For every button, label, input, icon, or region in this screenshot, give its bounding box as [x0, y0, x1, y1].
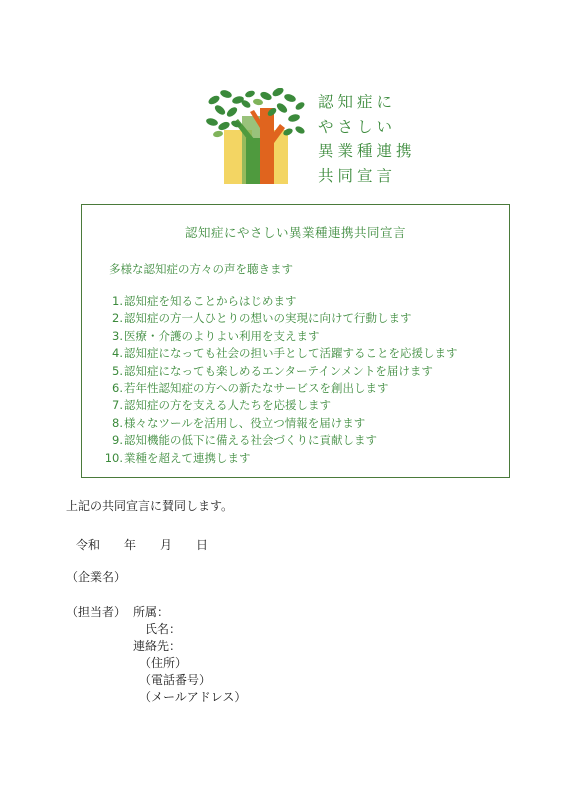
logo-wordmark: [318, 90, 416, 188]
item-text: 若年性認知症の方への新たなサービスを創出します: [124, 381, 389, 396]
logo-line: 共同宣言: [318, 166, 397, 185]
item-number: 2.: [112, 311, 123, 326]
item-text: 医療・介護のよりよい利用を支えます: [124, 328, 320, 343]
item-text: 様々なツールを活用し、役立つ情報を届けます: [124, 415, 366, 430]
company-name-label: （企業名）: [66, 570, 127, 584]
contact-person-label: （担当者）: [66, 605, 127, 619]
declaration-subtitle: 多様な認知症の方々の声を聴きます: [109, 262, 293, 276]
logo-line: やさしい: [318, 117, 397, 136]
item-number: 5.: [112, 363, 123, 378]
logo-tree-illustration: [206, 88, 306, 184]
list-item: [104, 450, 458, 467]
item-text: 認知症の方一人ひとりの想いの実現に向けて行動します: [124, 311, 412, 326]
name-label: 氏名：: [145, 622, 182, 636]
declaration-list: [104, 293, 458, 467]
contact-info-label: 連絡先：: [133, 639, 182, 653]
list-item: [104, 310, 458, 327]
logo-line: 異業種連携: [318, 142, 416, 160]
list-item: [104, 415, 458, 432]
list-item: [104, 432, 458, 449]
item-text: 認知機能の低下に備える社会づくりに貢献します: [124, 433, 377, 448]
declaration-box: [81, 204, 510, 478]
list-item: [104, 328, 458, 345]
list-item: [104, 397, 458, 414]
phone-label: （電話番号）: [139, 673, 212, 687]
logo-line: 認知症に: [318, 93, 397, 111]
item-number: 4.: [112, 346, 123, 361]
list-item: [104, 363, 458, 380]
item-text: 認知症の方を支える人たちを応援します: [124, 398, 331, 413]
item-number: 10.: [104, 450, 123, 465]
item-number: 6.: [112, 381, 123, 396]
declaration-title: 認知症にやさしい異業種連携共同宣言: [184, 225, 406, 240]
list-item: [104, 380, 458, 397]
address-label: （住所）: [139, 656, 188, 670]
email-label: （メールアドレス）: [139, 690, 247, 704]
item-number: 8.: [112, 415, 123, 430]
item-number: 7.: [112, 398, 123, 413]
list-item: [104, 345, 458, 362]
list-item: [104, 293, 458, 310]
item-text: 認知症になっても楽しめるエンターテインメントを届けます: [124, 363, 433, 378]
item-text: 認知症になっても社会の担い手として活躍することを応援します: [124, 346, 458, 361]
item-text: 認知症を知ることからはじめます: [124, 294, 297, 308]
item-number: 9.: [112, 433, 123, 448]
item-number: 3.: [112, 328, 123, 343]
department-label: 所属：: [133, 605, 170, 619]
item-number: 1.: [112, 294, 123, 308]
item-text: 業種を超えて連携します: [124, 450, 251, 465]
endorsement-statement: 上記の共同宣言に賛同します。: [66, 499, 234, 513]
date-line: 令和 年 月 日: [76, 538, 209, 552]
